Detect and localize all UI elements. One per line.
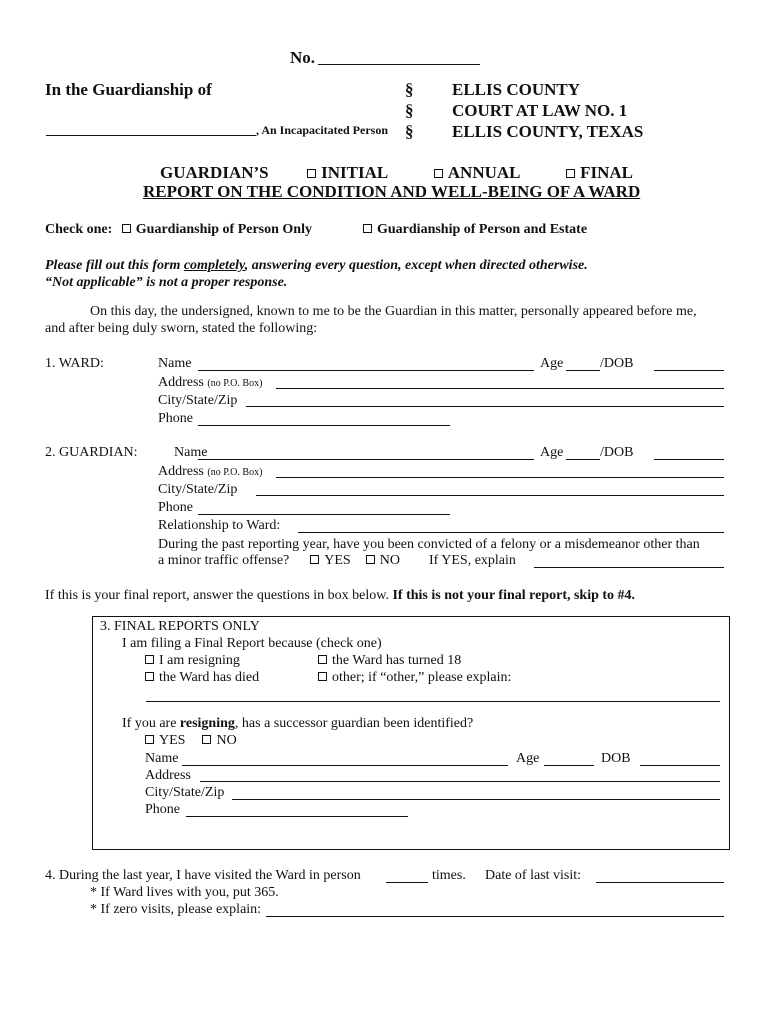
other-checkbox[interactable] (318, 672, 327, 681)
successor-address-field[interactable] (200, 781, 720, 782)
ward-city-field[interactable] (246, 406, 724, 407)
guardian-phone-label: Phone (158, 500, 193, 515)
annual-label: ANNUAL (447, 163, 520, 182)
ward-name-field[interactable] (198, 370, 534, 371)
successor-phone-label: Phone (145, 802, 180, 817)
final-report-instructions: If this is your final report, answer the questions in box below. If this is not your final report, skip to #4. (45, 588, 636, 603)
ward-age-label: Age (540, 356, 564, 371)
guardian-dob-field[interactable] (654, 459, 724, 460)
successor-name-label: Name (145, 751, 179, 766)
person-estate-checkbox[interactable] (363, 224, 372, 233)
visits-label: 4. During the last year, I have visited the Ward in person (45, 868, 361, 883)
successor-city-field[interactable] (232, 799, 720, 800)
guardian-age-label: Age (540, 445, 564, 460)
guardian-address-field[interactable] (276, 477, 724, 478)
section-sign-3: § (405, 122, 414, 141)
guardian-address-label: Address (no P.O. Box) (158, 464, 263, 479)
check-one-row (45, 222, 312, 238)
ward-section-label: 1. WARD: (45, 356, 104, 371)
case-number-field[interactable] (318, 64, 480, 65)
intro-line-1: On this day, the undersigned, known to me to be the Guardian in this matter, personally appeared before me, (90, 304, 697, 319)
instructions-line-1: Please fill out this form completely, answering every question, except when directed otherwise. (45, 258, 588, 273)
ward-phone-field[interactable] (198, 425, 450, 426)
guardian-dob-label: /DOB (600, 445, 634, 460)
final-reports-heading: 3. FINAL REPORTS ONLY (100, 619, 260, 634)
court-name: COURT AT LAW NO. 1 (452, 101, 628, 120)
ward-city-label: City/State/Zip (158, 393, 238, 408)
county-state: ELLIS COUNTY, TEXAS (452, 122, 644, 141)
guardian-city-field[interactable] (256, 495, 724, 496)
visits-times-label: times. (432, 868, 466, 883)
successor-dob-field[interactable] (640, 765, 720, 766)
relationship-label: Relationship to Ward: (158, 518, 281, 533)
guardian-age-field[interactable] (566, 459, 600, 460)
case-number-label: No. (290, 48, 316, 67)
relationship-field[interactable] (298, 532, 724, 533)
successor-phone-field[interactable] (186, 816, 408, 817)
check-one-row-2 (363, 222, 587, 238)
person-only-checkbox[interactable] (122, 224, 131, 233)
guardian-name-field[interactable] (198, 459, 534, 460)
resigning-option: I am resigning (145, 653, 240, 669)
guardian-city-label: City/State/Zip (158, 482, 238, 497)
ward-died-option: the Ward has died (145, 670, 259, 686)
ward-address-label: Address (no P.O. Box) (158, 375, 263, 390)
successor-city-label: City/State/Zip (145, 785, 225, 800)
final-checkbox[interactable] (566, 169, 575, 178)
convicted-yes-label: YES (324, 553, 351, 568)
other-explain-field[interactable] (146, 701, 720, 702)
incapacitated-person-label: , An Incapacitated Person (256, 123, 388, 137)
ward-address-field[interactable] (276, 388, 724, 389)
other-option: other; if “other,” please explain: (318, 670, 511, 686)
ward-phone-label: Phone (158, 411, 193, 426)
resigning-checkbox[interactable] (145, 655, 154, 664)
initial-label: INITIAL (321, 163, 388, 182)
person-only-label: Guardianship of Person Only (135, 222, 312, 237)
visits-note-365: * If Ward lives with you, put 365. (90, 885, 279, 900)
ward-dob-label: /DOB (600, 356, 634, 371)
filing-reason-label: I am filing a Final Report because (check one) (122, 636, 382, 651)
successor-age-field[interactable] (544, 765, 594, 766)
successor-yes-no: YES NO (145, 733, 237, 749)
incapacitated-person-name-field[interactable] (46, 135, 256, 136)
successor-address-label: Address (145, 768, 191, 783)
ward-dob-field[interactable] (654, 370, 724, 371)
report-type-row (160, 163, 633, 183)
convicted-line-2: a minor traffic offense? YES NO If YES, explain (158, 553, 516, 568)
section-sign-2: § (405, 101, 414, 120)
successor-age-label: Age (516, 751, 540, 766)
annual-checkbox[interactable] (434, 169, 443, 178)
person-estate-label: Guardianship of Person and Estate (377, 222, 588, 237)
successor-no-checkbox[interactable] (202, 735, 211, 744)
guardians-label: GUARDIAN’S (160, 163, 269, 182)
guardianship-of-label: In the Guardianship of (45, 80, 212, 99)
last-visit-label: Date of last visit: (485, 868, 582, 883)
ward-died-checkbox[interactable] (145, 672, 154, 681)
successor-dob-label: DOB (601, 751, 631, 766)
convicted-no-label: NO (379, 553, 400, 568)
ward-name-label: Name (158, 356, 192, 371)
visits-count-field[interactable] (386, 882, 428, 883)
initial-checkbox[interactable] (307, 169, 316, 178)
guardian-section-label: 2. GUARDIAN: (45, 445, 138, 460)
if-yes-label: If YES, explain (428, 553, 516, 568)
successor-name-field[interactable] (182, 765, 508, 766)
convicted-no-checkbox[interactable] (366, 555, 375, 564)
section-sign-1: § (405, 80, 414, 99)
convicted-yes-checkbox[interactable] (310, 555, 319, 564)
visits-zero-label: * If zero visits, please explain: (90, 902, 262, 917)
successor-yes-checkbox[interactable] (145, 735, 154, 744)
if-yes-explain-field[interactable] (534, 567, 724, 568)
county-name: ELLIS COUNTY (452, 80, 581, 99)
convicted-line-1: During the past reporting year, have you been convicted of a felony or a misdemeanor other than (158, 537, 700, 552)
turned-18-checkbox[interactable] (318, 655, 327, 664)
check-one-label: Check one: (45, 222, 113, 237)
instructions-line-2: “Not applicable” is not a proper response. (45, 275, 288, 290)
final-label: FINAL (580, 163, 633, 182)
guardian-phone-field[interactable] (198, 514, 450, 515)
zero-visits-explain-field[interactable] (266, 916, 724, 917)
last-visit-field[interactable] (596, 882, 724, 883)
turned-18-option: the Ward has turned 18 (318, 653, 461, 669)
report-title: REPORT ON THE CONDITION AND WELL-BEING OF A WARD (143, 182, 641, 201)
intro-line-2: and after being duly sworn, stated the following: (45, 321, 318, 336)
ward-age-field[interactable] (566, 370, 600, 371)
guardian-name-label: Name (174, 445, 208, 460)
successor-question: If you are resigning, has a successor guardian been identified? (122, 716, 474, 731)
